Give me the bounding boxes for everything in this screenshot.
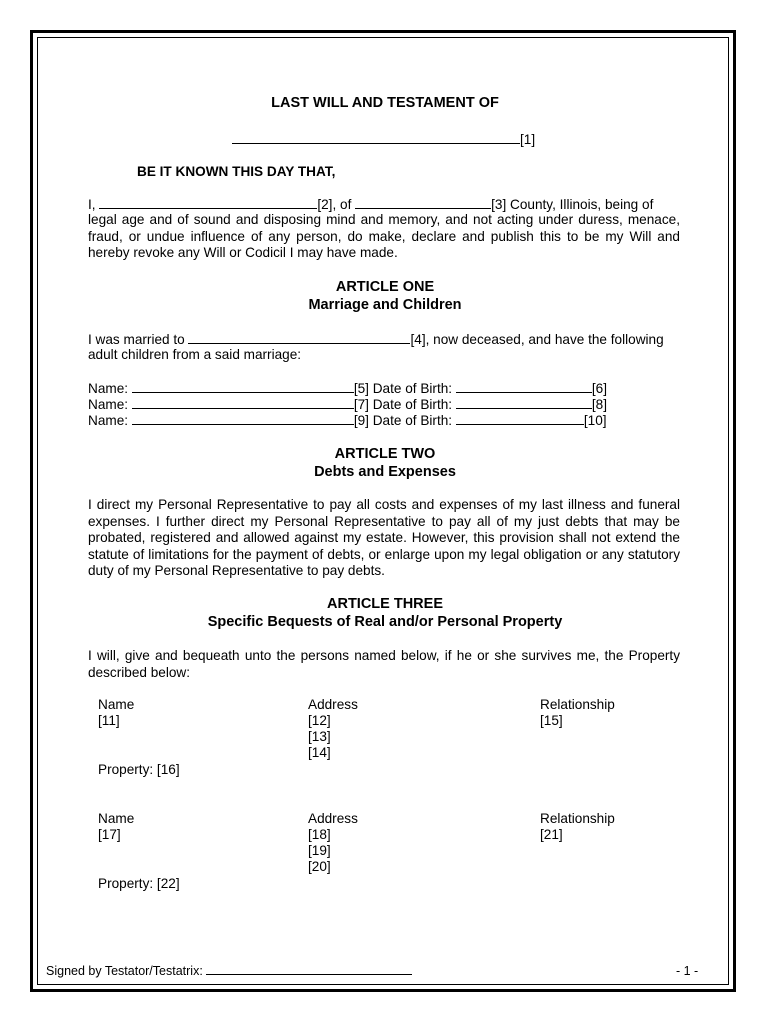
- bequest-address-ref: [18]: [308, 827, 331, 842]
- bequest-address-header: Address: [308, 697, 358, 712]
- bequest-name-header: Name: [98, 697, 135, 712]
- child-row: Name: [5] Date of Birth: [6]: [88, 381, 607, 396]
- article-two-subheading: Debts and Expenses: [314, 464, 456, 480]
- signature-line: [46, 963, 412, 979]
- document-title: LAST WILL AND TESTAMENT OF: [271, 95, 499, 111]
- married-line: I was married to [4], now deceased, and have the following: [88, 332, 664, 347]
- ref-4: [4], now deceased, and have the following: [410, 332, 664, 347]
- bequest-address-ref: [20]: [308, 859, 331, 874]
- testator-name-line: [232, 131, 520, 144]
- child-row: Name: [9] Date of Birth: [10]: [88, 413, 607, 428]
- bequest-address-ref: [12]: [308, 713, 331, 728]
- child-dob-line[interactable]: [456, 396, 592, 409]
- article-one-heading: ARTICLE ONE: [335, 279, 435, 295]
- testator-name-field[interactable]: [232, 131, 535, 148]
- ref-2: [2], of: [317, 197, 352, 212]
- intro-line-1: I, [2], of [3] County, Illinois, being of: [88, 197, 654, 212]
- page-number: - 1 -: [676, 964, 699, 978]
- married-line-2: adult children from a said marriage:: [88, 347, 302, 362]
- bequest-relationship-ref: [15]: [540, 713, 563, 728]
- testator-full-name-line[interactable]: [99, 196, 317, 209]
- bequest-name-ref: [17]: [98, 827, 121, 842]
- child-dob-line[interactable]: [456, 380, 592, 393]
- bequest-relationship-header: Relationship: [540, 811, 615, 826]
- county-line[interactable]: [355, 196, 491, 209]
- bequest-address-header: Address: [308, 811, 358, 826]
- child-name-line[interactable]: [132, 396, 354, 409]
- bequest-address-ref: [19]: [308, 843, 331, 858]
- ref-3: [3] County, Illinois, being of: [491, 197, 654, 212]
- article-three-subheading: Specific Bequests of Real and/or Personal Property: [207, 614, 563, 630]
- child-dob-line[interactable]: [456, 412, 584, 425]
- bequest-address-ref: [13]: [308, 729, 331, 744]
- article-two-body: I direct my Personal Representative to pay all costs and expenses of my last illness and funeral expenses. I further direct my Personal Representative to pay all of my just debts that may be probated, registered and allowed against my estate. However, this provision shall not extend the statute of limitations for the payment of debts, or enlarge upon my legal obligation or any statutory duty of my Personal Representative to pay debts.: [88, 497, 680, 579]
- child-name-line[interactable]: [132, 380, 354, 393]
- bequest-name-ref: [11]: [98, 713, 120, 728]
- child-name-line[interactable]: [132, 412, 354, 425]
- spouse-name-line[interactable]: [188, 331, 410, 344]
- intro-paragraph: legal age and of sound and disposing mind and memory, and not acting under duress, menace, fraud, or undue influence of any person, do make, declare and publish this to be my Will and hereby revoke any Will or Codicil I may have made.: [88, 212, 680, 261]
- bequest-relationship-header: Relationship: [540, 697, 615, 712]
- signature-field[interactable]: [206, 963, 412, 975]
- article-three-body: I will, give and bequeath unto the persons named below, if he or she survives me, the Property described below:: [88, 648, 680, 680]
- known-heading: BE IT KNOWN THIS DAY THAT,: [137, 164, 336, 179]
- child-row: Name: [7] Date of Birth: [8]: [88, 397, 607, 412]
- bequest-relationship-ref: [21]: [540, 827, 563, 842]
- article-two-heading: ARTICLE TWO: [334, 446, 436, 462]
- signed-label: Signed by Testator/Testatrix:: [46, 964, 203, 978]
- bequest-property: Property: [16]: [98, 762, 180, 777]
- article-one-subheading: Marriage and Children: [308, 297, 462, 313]
- bequest-address-ref: [14]: [308, 745, 331, 760]
- article-three-heading: ARTICLE THREE: [327, 596, 443, 612]
- bequest-name-header: Name: [98, 811, 135, 826]
- ref-1: [1]: [520, 132, 536, 147]
- bequest-property: Property: [22]: [98, 876, 180, 891]
